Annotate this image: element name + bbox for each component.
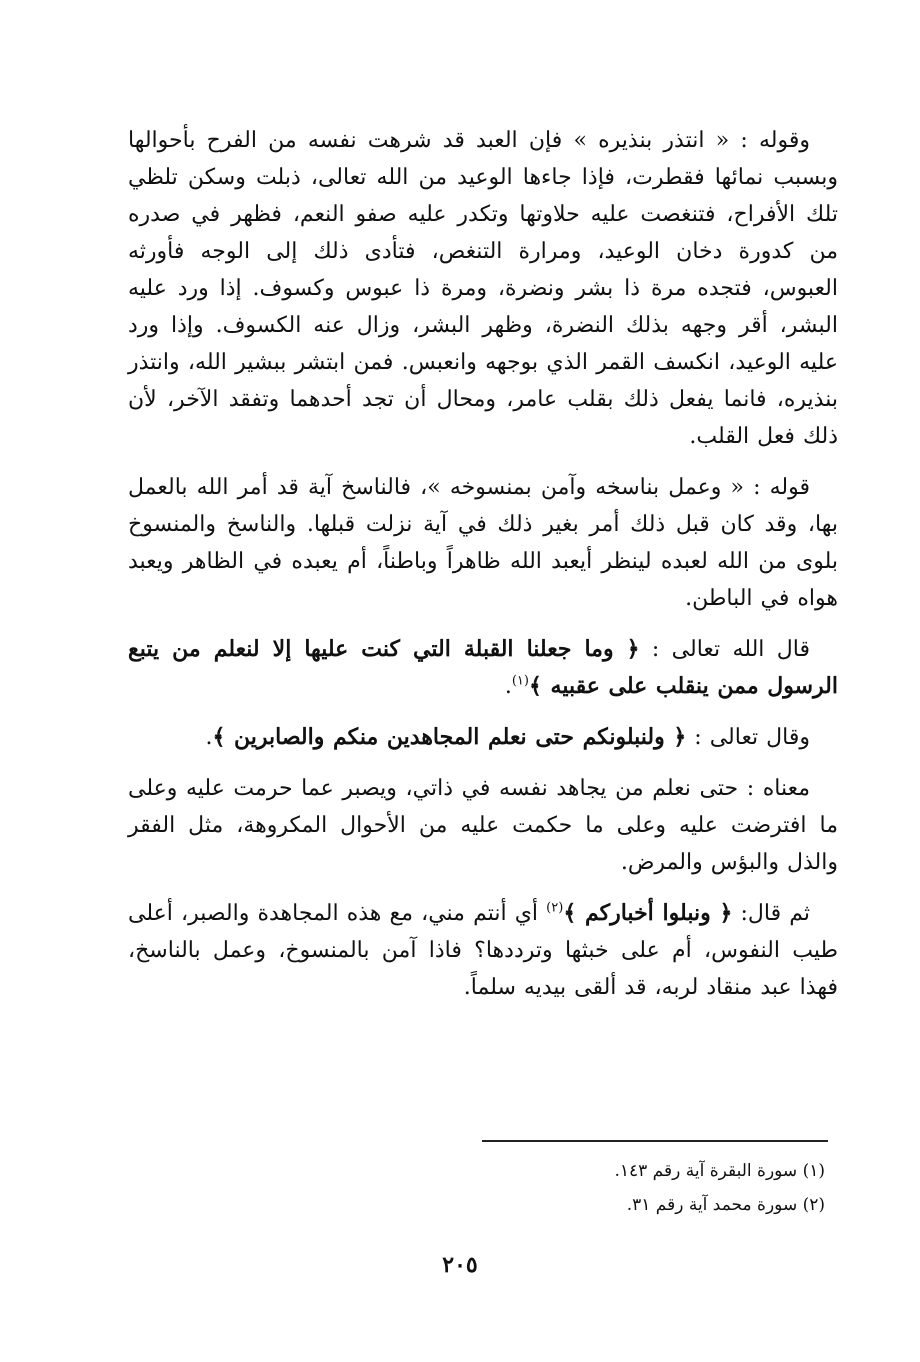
page-number: ٢٠٥ xyxy=(442,1252,478,1278)
paragraph-abrogation: قوله : « وعمل بناسخه وآمن بمنسوخه »، فالناسخ آية قد أمر الله بالعمل بها، وقد كان قبل ذلك أمر بغير ذلك في آية نزلت قبلها. والناسخ والمنسوخ بلوى من الله لعبده لينظر أيعبد الله ظاهراً وباطناً، أم يعبده في الظاهر ويعبد هواه في الباطن. xyxy=(128,475,838,611)
quran-verse: ﴿ ونبلوا أخباركم ﴾ xyxy=(563,900,733,926)
quran-verse: ﴿ وما جعلنا القبلة التي كنت عليها إلا لنعلم من يتبع الرسول ممن ينقلب على عقبيه ﴾ xyxy=(128,636,838,699)
footnote-reference: (١) xyxy=(511,673,529,689)
footnotes xyxy=(128,1154,825,1222)
footnote-divider xyxy=(482,1140,828,1142)
verse-intro: ثم قال: xyxy=(732,901,810,926)
quran-verse: ﴿ ولنبلونكم حتى نعلم المجاهدين منكم والصابرين ﴾ xyxy=(212,724,687,750)
footnote-reference: (٢) xyxy=(546,900,564,916)
verse-intro: وقال تعالى : xyxy=(686,725,810,750)
verse-end-punct: . xyxy=(205,725,213,750)
paragraph-meaning: معناه : حتى نعلم من يجاهد نفسه في ذاتي، ويصبر عما حرمت عليه وعلى ما افترضت عليه وعلى ما حكمت عليه من الأحوال المكروهة، مثل الفقر والذل والبؤس والمرض. xyxy=(128,776,838,875)
verse-intro: قال الله تعالى : xyxy=(639,637,810,662)
paragraph-verse-trial xyxy=(128,719,838,756)
paragraph-verse-news xyxy=(128,895,838,1006)
verse-end-punct: . xyxy=(504,674,512,699)
paragraph-continuation: أي أنتم مني، مع هذه المجاهدة والصبر، أعلى طيب النفوس، أم على خبثها وترددها؟ فاذا آمن بالمنسوخ، وعمل بالناسخ، فهذا عبد منقاد لربه، قد ألقى بيديه سلماً. xyxy=(128,901,838,1000)
paragraph-intro: وقوله : « انتذر بنذيره » فإن العبد قد شرهت نفسه من الفرح بأحوالها وبسبب نمائها فقطرت، فإذا جاءها الوعيد من الله تعالى، ذبلت وسكن تلظي تلك الأفراح، فتنغصت عليه حلاوتها وتكدر عليه صفو النعم، فظهر في صدره من كدورة دخان الوعيد، ومرارة التنغص، فتأدى ذلك إلى الوجه فأورثه العبوس، فتجده مرة ذا بشر ونضرة، ومرة ذا عبوس وكسوف. إذا ورد عليه البشر، أقر وجهه بذلك النضرة، وظهر البشر، وزال عنه الكسوف. وإذا ورد عليه الوعيد، انكسف القمر الذي بوجهه وانعبس. فمن ابتشر ببشير الله، وانتذر بنذيره، فانما يفعل ذلك بقلب عامر، ومحال أن تجد أحدهما وتفقد الآخر، لأن ذلك فعل القلب. xyxy=(128,128,838,449)
footnote-item: (١) سورة البقرة آية رقم ١٤٣. xyxy=(614,1161,825,1181)
main-text xyxy=(128,122,838,1020)
footnote-item: (٢) سورة محمد آية رقم ٣١. xyxy=(626,1195,825,1215)
paragraph-verse-qibla xyxy=(128,631,838,705)
